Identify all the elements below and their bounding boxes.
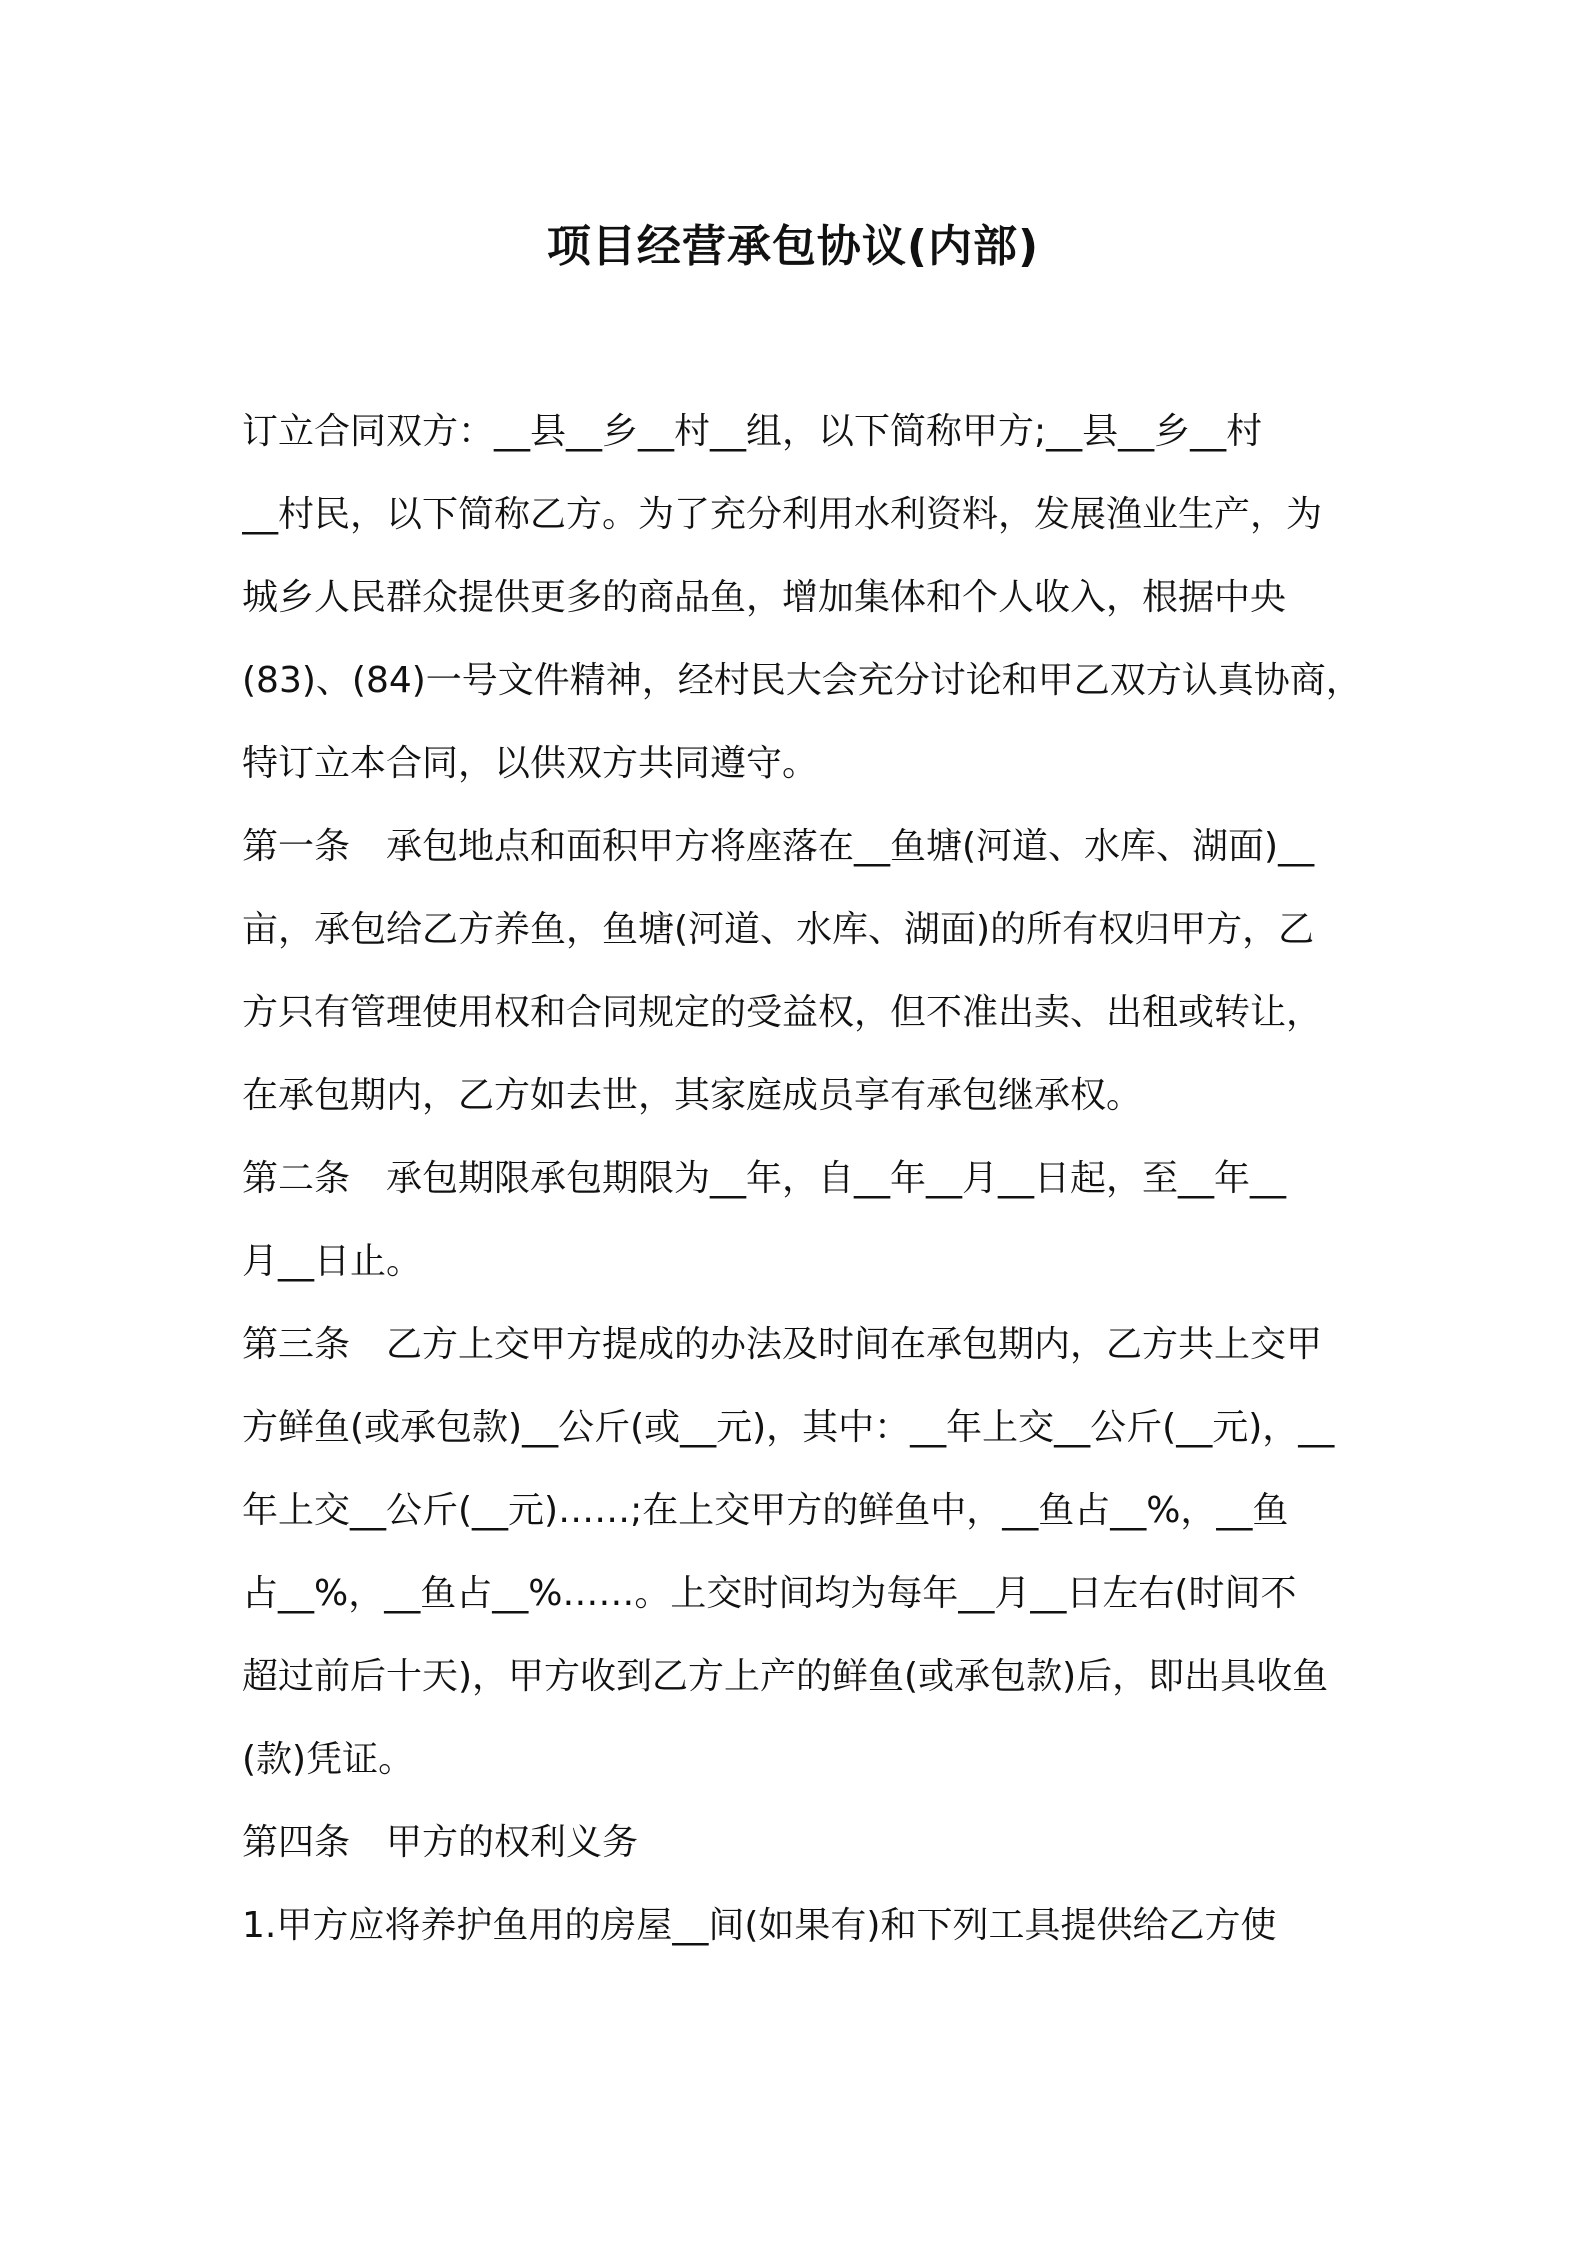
paragraph-line: 超过前后十天)，甲方收到乙方上产的鲜鱼(或承包款)后，即出具收鱼 <box>242 1656 1329 1697</box>
article-heading-line: 第四条 甲方的权利义务 <box>242 1822 639 1863</box>
paragraph-line: 亩，承包给乙方养鱼，鱼塘(河道、水库、湖面)的所有权归甲方，乙 <box>242 909 1315 950</box>
paragraph-line: 特订立本合同，以供双方共同遵守。 <box>242 743 819 784</box>
paragraph-line: 在承包期内，乙方如去世，其家庭成员享有承包继承权。 <box>242 1075 1143 1116</box>
paragraph-line: 方只有管理使用权和合同规定的受益权，但不准出卖、出租或转让， <box>242 992 1323 1033</box>
paragraph-line: 城乡人民群众提供更多的商品鱼，增加集体和个人收入，根据中央 <box>242 577 1287 618</box>
paragraph-line: 占__%，__鱼占__%……。上交时间均为每年__月__日左右(时间不 <box>242 1573 1297 1614</box>
article-heading-line: 第三条 乙方上交甲方提成的办法及时间在承包期内，乙方共上交甲 <box>242 1324 1323 1365</box>
paragraph-line: 年上交__公斤(__元)……;在上交甲方的鲜鱼中，__鱼占__%，__鱼 <box>242 1490 1289 1531</box>
paragraph-line: 方鲜鱼(或承包款)__公斤(或__元)，其中：__年上交__公斤(__元)，__ <box>242 1407 1335 1448</box>
paragraph-line: (83)、(84)一号文件精神，经村民大会充分讨论和甲乙双方认真协商， <box>242 660 1362 701</box>
paragraph-line: __村民，以下简称乙方。为了充分利用水利资料，发展渔业生产，为 <box>242 494 1323 535</box>
paragraph-line: (款)凭证。 <box>242 1739 415 1780</box>
paragraph-line: 月__日止。 <box>242 1241 423 1282</box>
document-title: 项目经营承包协议(内部) <box>546 221 1040 272</box>
article-heading-line: 第一条 承包地点和面积甲方将座落在__鱼塘(河道、水库、湖面)__ <box>242 826 1315 867</box>
list-item-line: 1.甲方应将养护鱼用的房屋__间(如果有)和下列工具提供给乙方使 <box>242 1905 1277 1946</box>
article-heading-line: 第二条 承包期限承包期限为__年，自__年__月__日起，至__年__ <box>242 1158 1287 1199</box>
paragraph-line: 订立合同双方：__县__乡__村__组，以下简称甲方;__县__乡__村 <box>242 411 1263 452</box>
